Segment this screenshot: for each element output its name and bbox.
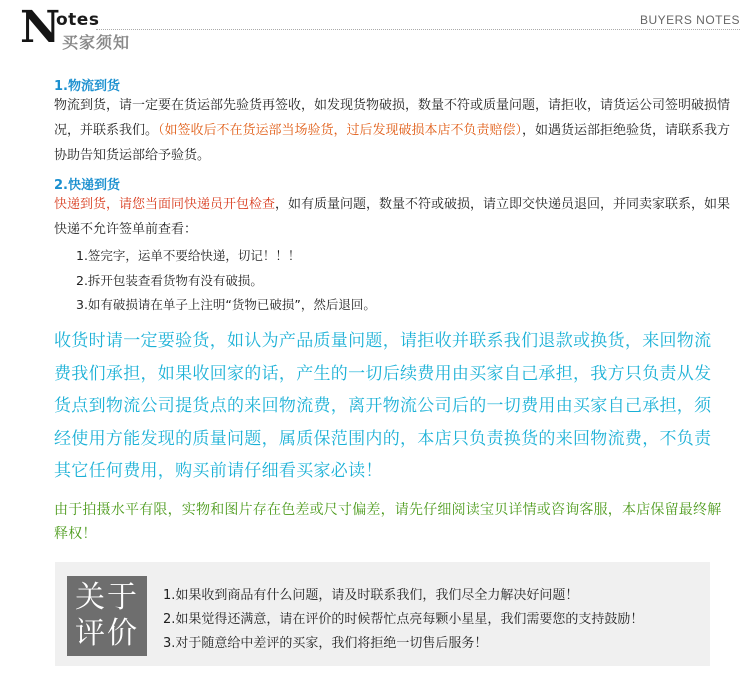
logo-subtitle: 买家须知 bbox=[62, 33, 131, 52]
express-highlight: 快递到货，请您当面同快递员开包检查 bbox=[54, 197, 276, 212]
evaluation-item-1: 1.如果收到商品有什么问题，请及时联系我们，我们尽全力解决好问题！ bbox=[163, 588, 579, 603]
evaluation-item-3: 3.对于随意给中差评的买家，我们将拒绝一切售后服务！ bbox=[163, 636, 488, 651]
section-express-title: 2.快递到货 bbox=[54, 178, 120, 193]
section-logistics-text bbox=[54, 93, 734, 168]
header-divider bbox=[96, 29, 740, 30]
express-text-a: ，如有质量问题，数量不符或破损，请立即交快递员退回，并同卖家联系，如果快递不允许签单前查看： bbox=[54, 197, 731, 237]
logistics-text-b: ，如遇货运部拒绝验货，请联系我方协助告知货运部给予验货。 bbox=[54, 123, 731, 163]
section-express-text bbox=[54, 192, 734, 242]
evaluation-label-line1: 关于 bbox=[75, 580, 139, 615]
color-difference-notice: 由于拍摄水平有限，实物和图片存在色差或尺寸偏差，请先仔细阅读宝贝详情或咨询客服，本店保留最终解释权！ bbox=[54, 502, 722, 542]
inspection-notice: 收货时请一定要验货，如认为产品质量问题，请拒收并联系我们退款或换货，来回物流费我们承担，如果收回家的话，产生的一切后续费用由买家自己承担，我方只负责从发货点到物流公司提货点的来回物流费，离开物流公司后的一切费用由买家自己承担，须经使用方能发现的质量问题，属质保范围内的，本店只负责换货的来回物流费，不负责其它任何费用，购买前请仔细看买家必读！ bbox=[54, 331, 712, 481]
logistics-text-a: 物流到货，请一定要在货运部先验货再签收，如发现货物破损，数量不符或质量问题，请拒收，请货运公司签明破损情况，并联系我们。 bbox=[54, 98, 731, 138]
express-list-item-3: 3.如有破损请在单子上注明“货物已破损”，然后退回。 bbox=[76, 297, 376, 312]
evaluation-panel bbox=[55, 562, 710, 666]
express-list-item-2: 2.拆开包装查看货物有没有破损。 bbox=[76, 273, 263, 288]
evaluation-label-line2: 评价 bbox=[75, 616, 139, 651]
logistics-highlight: （如签收后不在货运部当场验货，过后发现破损本店不负责赔偿） bbox=[158, 123, 523, 138]
express-list-item-1: 1.签完字，运单不要给快递，切记！！！ bbox=[76, 248, 301, 263]
buyers-notes-label: BUYERS NOTES bbox=[639, 13, 740, 27]
notes-header bbox=[0, 0, 750, 60]
evaluation-label bbox=[67, 576, 147, 656]
evaluation-item-2: 2.如果觉得还满意，请在评价的时候帮忙点亮每颗小星星，我们需要您的支持鼓励！ bbox=[163, 612, 644, 627]
logo-word-otes: otes bbox=[56, 10, 100, 30]
section-logistics-title: 1.物流到货 bbox=[54, 79, 120, 94]
logo-letter-n: N bbox=[20, 2, 61, 53]
